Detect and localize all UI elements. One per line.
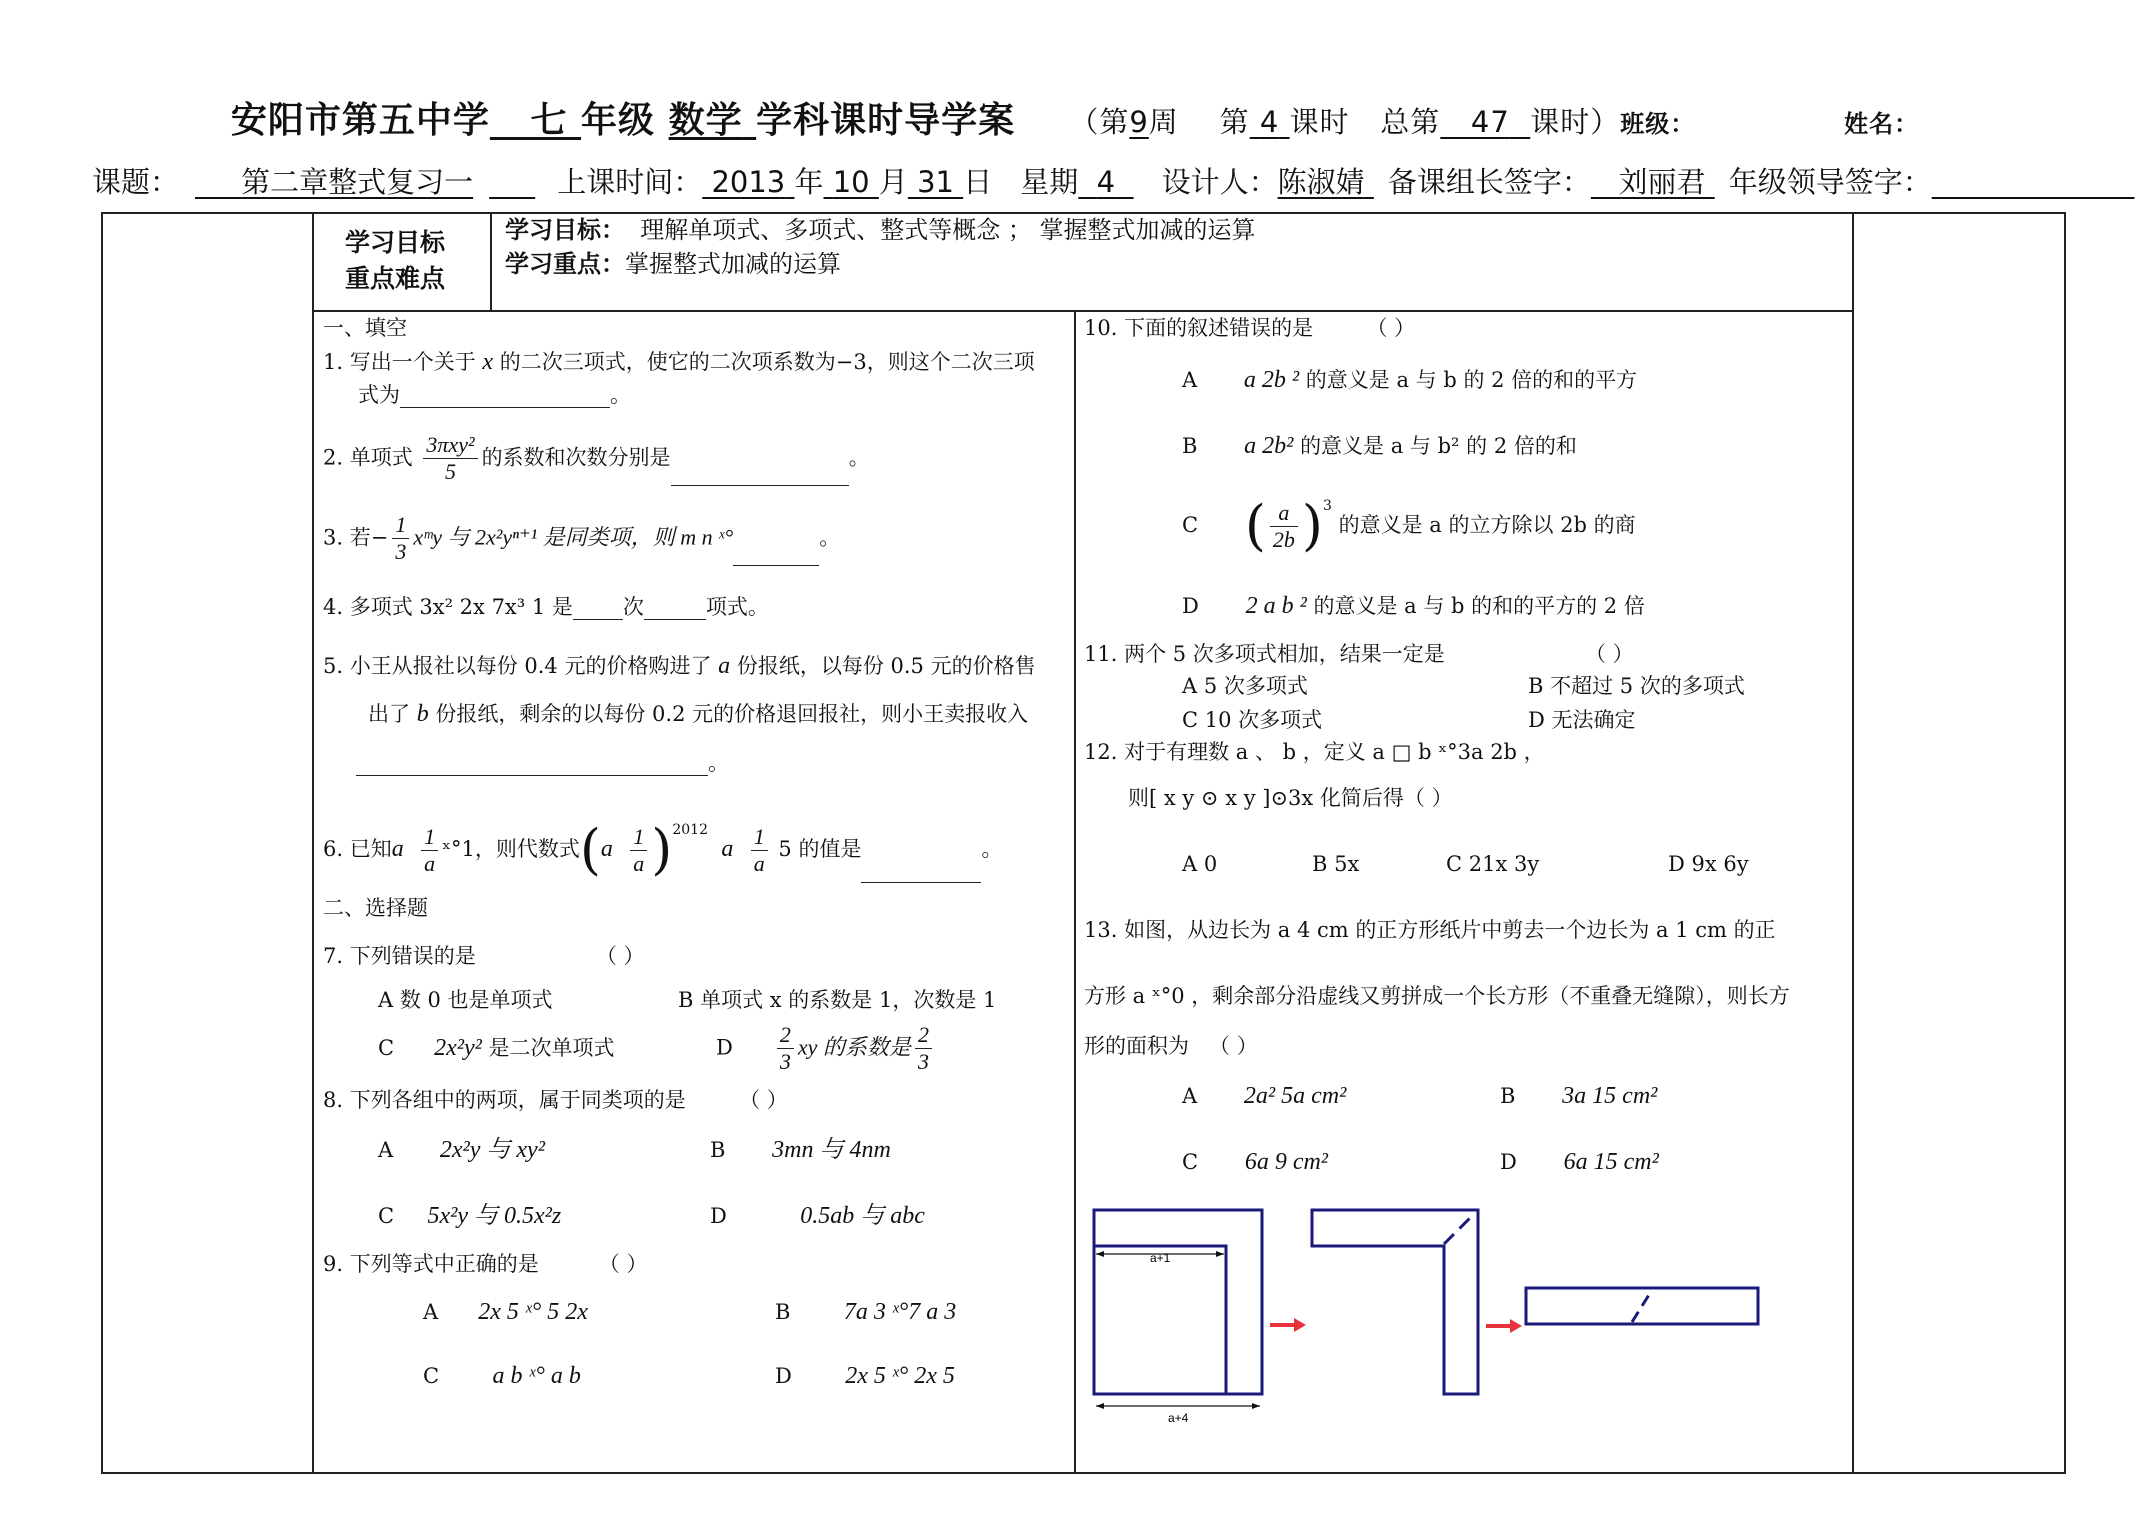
section-fill-blank: 一、填空 [323, 316, 407, 340]
question-12-option-c: C 21x 3y [1446, 852, 1540, 876]
outer-dimension-label: a+4 [1168, 1411, 1189, 1425]
rectangle-dashed-seam [1632, 1290, 1652, 1322]
table-left-border [101, 212, 103, 1474]
question-11-option-a: A 5 次多项式 [1182, 674, 1308, 698]
question-3: 3. 若− $\frac{1}{3}$ xᵐy 与 2x²yⁿ⁺¹ 是同类项，则 m n ˣ° 。 [323, 512, 841, 565]
question-10: 10. 下面的叙述错误的是 （ ） [1084, 316, 1416, 340]
question-13-option-c: C 6a 9 cm² [1182, 1149, 1328, 1175]
question-11-option-d: D 无法确定 [1528, 708, 1636, 732]
center-column-divider [1074, 310, 1076, 1474]
question-6: 6. 已知a $\frac{1}{a}$ ˣ°1，则代数式(a $\frac{1}{a}$ )$^{2012}$ a $\frac{1}{a}$ 5 的值是 。 [323, 818, 1003, 881]
question-5: 5. 小王从报社以每份 0.4 元的价格购进了 a 份报纸，以每份 0.5 元的价格售 [323, 653, 1036, 679]
question-13-option-d: D 6a 15 cm² [1500, 1149, 1659, 1175]
question-10-option-b: B a 2b² 的意义是 a 与 b² 的 2 倍的和 [1182, 433, 1577, 459]
page-title: 安阳市第五中学 七 年级 数学 学科课时导学案 （第9周 第 4 课时 总第 47 课时）班级： 姓名： [230, 100, 1920, 141]
question-12-line2: 则[ x y ⊙ x y ]⊙3x 化简后得（ ） [1128, 786, 1453, 810]
question-11-option-b: B 不超过 5 次的多项式 [1528, 674, 1745, 698]
question-10-option-a: A a 2b ² 的意义是 a 与 b 的 2 倍的和的平方 [1182, 367, 1638, 393]
lesson-info-line: 课题： 第二章整式复习一 上课时间： 2013 年 10 月 31 日 星期 4 设计人：陈淑婧 备课组长签字： 刘丽君 年级领导签字： [92, 165, 1932, 199]
table-right-border [2064, 212, 2066, 1474]
question-13: 13. 如图，从边长为 a 4 cm 的正方形纸片中剪去一个边长为 a 1 cm 的正 [1084, 918, 1776, 942]
question-13-line2: 方形 a ˣ°0 ，剩余部分沿虚线又剪拼成一个长方形（不重叠无缝隙），则长方 [1084, 984, 1790, 1008]
question-7-option-b: B 单项式 x 的系数是 1，次数是 1 [678, 988, 997, 1012]
question-8-option-a: A 2x²y 与 xy² [378, 1137, 545, 1163]
right-margin-column [1852, 212, 1854, 1474]
question-11-option-c: C 10 次多项式 [1182, 708, 1323, 732]
question-9-option-a: A 2x 5 ˣ° 5 2x [423, 1299, 588, 1325]
question-8-option-b: B 3mn 与 4nm [710, 1137, 891, 1163]
question-10-option-d: D 2 a b ² 的意义是 a 与 b 的和的平方的 2 倍 [1182, 593, 1645, 619]
table-bottom-border [101, 1472, 2066, 1474]
question-1-answer: 式为 。 [358, 383, 631, 407]
question-7-option-d: D $\frac{2}{3}$ xy 的系数是 $\frac{2}{3}$ [716, 1022, 936, 1076]
question-8-option-c: C 5x²y 与 0.5x²z [378, 1203, 562, 1229]
goals-row-divider [312, 310, 1854, 312]
question-13-figure [1084, 1200, 1784, 1430]
goals-label-divider [490, 212, 492, 310]
question-9-option-d: D 2x 5 ˣ° 2x 5 [775, 1363, 955, 1389]
question-12-option-b: B 5x [1312, 852, 1360, 876]
question-5-answer: 。 [356, 750, 729, 776]
question-12: 12. 对于有理数 a 、 b ，定义 a □ b ˣ°3a 2b ， [1084, 740, 1545, 764]
question-13-option-a: A 2a² 5a cm² [1182, 1083, 1347, 1109]
learning-key-point: 学习重点：掌握整式加减的运算 [505, 249, 841, 278]
section-multiple-choice: 二、选择题 [323, 896, 428, 920]
goals-label-2: 重点难点 [345, 264, 446, 293]
question-8: 8. 下列各组中的两项，属于同类项的是 （ ） [323, 1088, 788, 1112]
topic-value: 第二章整式复习一 [241, 165, 474, 199]
question-8-option-d: D 0.5ab 与 abc [710, 1203, 925, 1229]
learning-goal: 学习目标： 理解单项式、多项式、整式等概念 ； 掌握整式加减的运算 [505, 215, 1256, 244]
question-12-option-a: A 0 [1182, 852, 1218, 876]
table-top-border [101, 212, 2066, 214]
big-square [1094, 1210, 1262, 1394]
question-13-option-b: B 3a 15 cm² [1500, 1083, 1658, 1109]
question-9-option-c: C a b ˣ° a b [423, 1363, 581, 1389]
question-9: 9. 下列等式中正确的是 （ ） [323, 1252, 648, 1276]
l-shape-dashed-cut [1444, 1214, 1474, 1244]
question-7-option-a: A 数 0 也是单项式 [378, 988, 553, 1012]
cut-line [1094, 1246, 1226, 1394]
question-2: 2. 单项式 $\frac{\text{3πxy²}}{5}$ 的系数和次数分别是 。 [323, 432, 870, 485]
question-7: 7. 下列错误的是 （ ） [323, 944, 645, 968]
goals-label-1: 学习目标 [345, 228, 446, 257]
l-shape [1312, 1210, 1478, 1394]
question-12-option-d: D 9x 6y [1668, 852, 1749, 876]
question-13-line3: 形的面积为 （ ） [1084, 1034, 1258, 1058]
question-1: 1. 写出一个关于 x 的二次三项式，使它的二次项系数为−3，则这个二次三项 [323, 349, 1035, 375]
result-rectangle [1526, 1288, 1758, 1324]
inner-dimension-label: a+1 [1150, 1251, 1171, 1265]
question-9-option-b: B 7a 3 ˣ°7 a 3 [775, 1299, 957, 1325]
left-margin-column [312, 212, 314, 1474]
question-10-option-c: C ( $\frac{a}{2b}$ )$^3$ 的意义是 a 的立方除以 2b 的商 [1182, 494, 1636, 557]
question-7-option-c: C 2x²y² 是二次单项式 [378, 1035, 615, 1061]
question-11: 11. 两个 5 次多项式相加，结果一定是 （ ） [1084, 642, 1634, 666]
question-5-line2: 出了 b 份报纸，剩余的以每份 0.2 元的价格退回报社，则小王卖报收入 [368, 701, 1029, 727]
question-4: 4. 多项式 3x² 2x 7x³ 1 是 次 项式。 [323, 595, 769, 619]
